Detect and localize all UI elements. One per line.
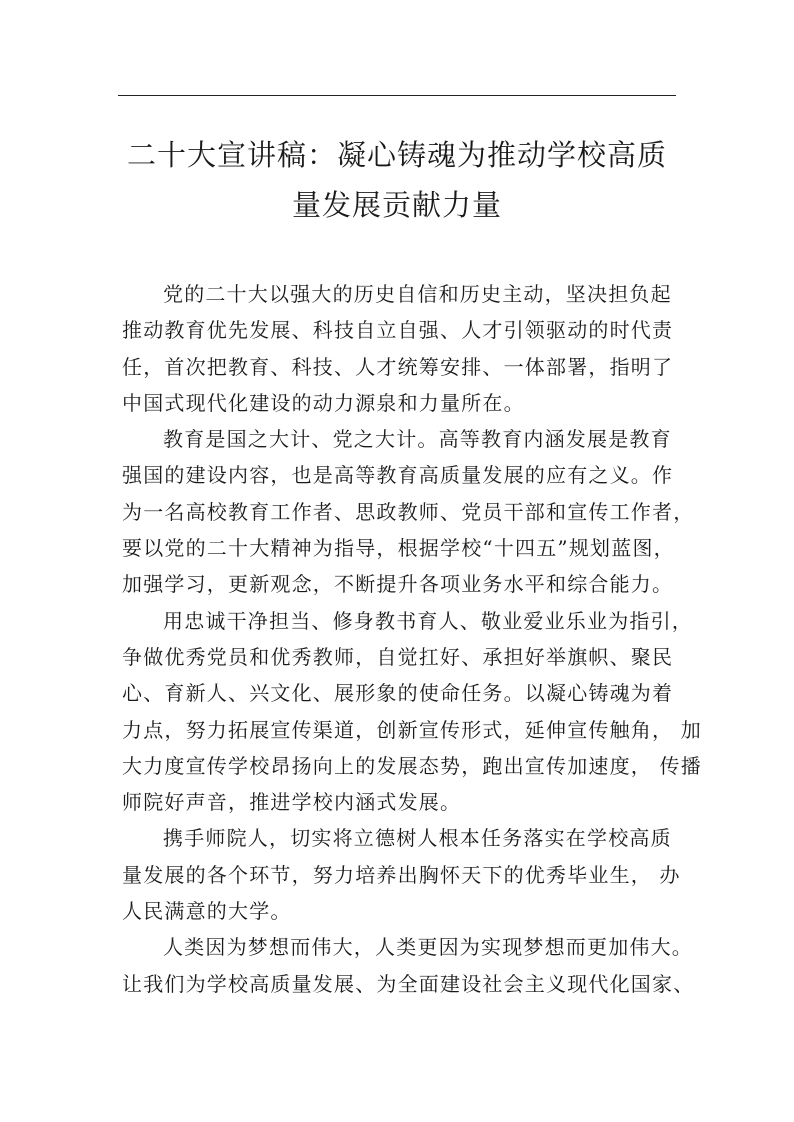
paragraph-4 [122,820,688,929]
paragraph-line: 大力度宣传学校昂扬向上的发展态势，跑出宣传加速度， 传播 [122,753,702,778]
page-title [118,130,676,230]
paragraph-2 [122,421,695,602]
paragraph-line: 用忠诚干净担当、修身教书育人、敬业爱业乐业为指引， [163,608,693,633]
paragraph-1 [122,276,688,421]
paragraph-line: 为一名高校教育工作者、思政教师、党员干部和宣传工作者， [122,499,695,524]
paragraph-line: 力点，努力拓展宣传渠道，创新宣传形式，延伸宣传触角， 加 [122,717,702,742]
paragraph-line: 任，首次把教育、科技、人才统筹安排、一体部署，指明了 [122,354,674,379]
paragraph-line: 争做优秀党员和优秀教师，自觉扛好、承担好举旗帜、聚民 [122,644,674,669]
paragraph-line: 师院好声音，推进学校内涵式发展。 [122,790,462,815]
paragraph-line: 让我们为学校高质量发展、为全面建设社会主义现代化国家、 [122,971,695,996]
title-line-1: 二十大宣讲稿：凝心铸魂为推动学校高质 [126,138,667,172]
paragraph-line: 要以党的二十大精神为指导，根据学校“十四五”规划蓝图， [122,536,675,561]
paragraph-line: 量发展的各个环节，努力培养出胸怀天下的优秀毕业生， 办 [122,862,681,887]
paragraph-3 [122,603,702,821]
header-rule [118,95,676,96]
paragraph-line: 推动教育优先发展、科技自立自强、人才引领驱动的时代责 [122,318,674,343]
paragraph-5 [122,929,695,1002]
paragraph-line: 心、育新人、兴文化、展形象的使命任务。以凝心铸魂为着 [122,681,674,706]
paragraph-line: 加强学习，更新观念，不断提升各项业务水平和综合能力。 [122,572,674,597]
paragraph-line: 教育是国之大计、党之大计。高等教育内涵发展是教育 [163,427,672,452]
paragraph-line: 中国式现代化建设的动力源泉和力量所在。 [122,390,525,415]
paragraph-line: 强国的建设内容，也是高等教育高质量发展的应有之义。作 [122,463,674,488]
paragraph-line: 人类因为梦想而伟大，人类更因为实现梦想而更加伟大。 [163,935,693,960]
paragraph-line: 携手师院人，切实将立德树人根本任务落实在学校高质 [163,826,672,851]
paragraph-line: 党的二十大以强大的历史自信和历史主动，坚决担负起 [163,282,672,306]
document-body [122,276,702,1002]
title-line-2: 量发展贡献力量 [291,188,502,222]
paragraph-line: 人民满意的大学。 [122,899,292,924]
